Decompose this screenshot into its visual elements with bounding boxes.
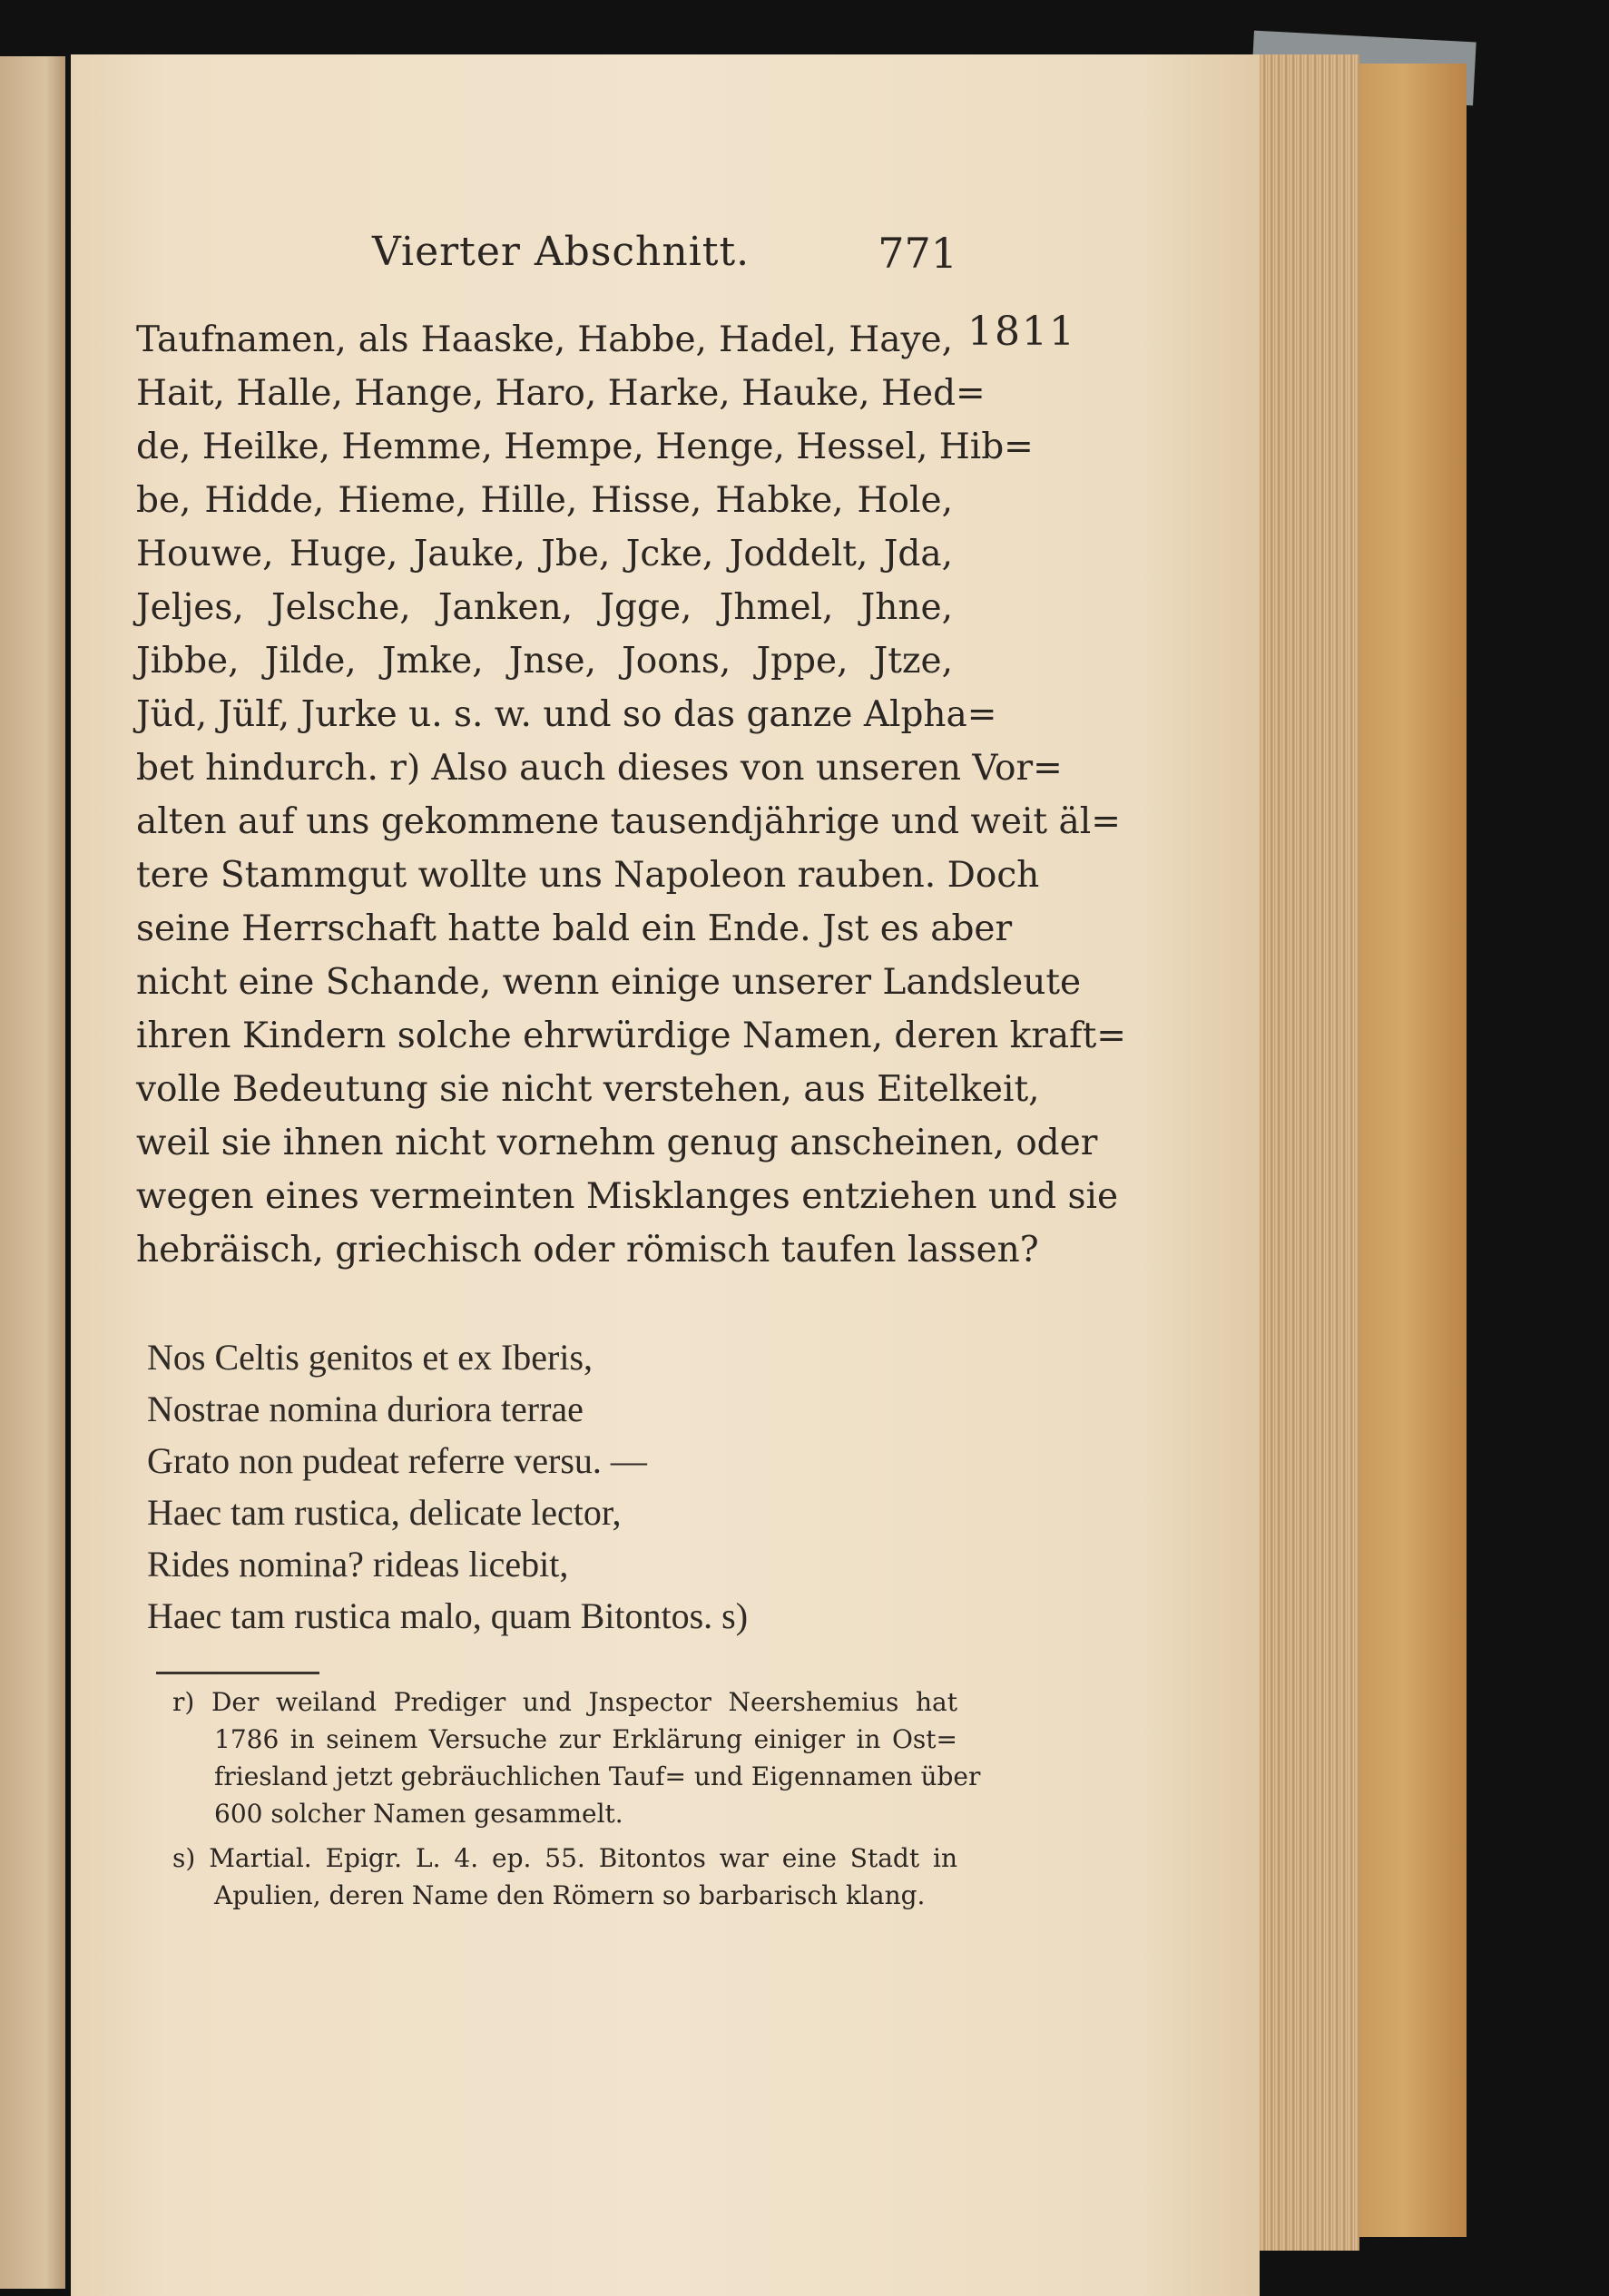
body-line: Jüd, Jülf, Jurke u. s. w. und so das ganze Alpha=: [136, 694, 997, 735]
footnote-line: friesland jetzt gebräuchlichen Tauf= und Eigennamen über: [214, 1761, 981, 1791]
poem-line: Haec tam rustica, delicate lector,: [147, 1492, 622, 1533]
poem-line: Grato non pudeat referre versu. —: [147, 1440, 647, 1481]
footnote-line: r) Der weiland Prediger und Jnspector Neershemius hat: [172, 1687, 957, 1717]
left-page-edge: [0, 56, 65, 2289]
body-line: Taufnamen, als Haaske, Habbe, Hadel, Haye,: [136, 319, 953, 360]
body-line: weil sie ihnen nicht vornehm genug anscheinen, oder: [136, 1123, 1098, 1163]
body-line: bet hindurch. r) Also auch dieses von unseren Vor=: [136, 748, 1063, 789]
footnote-rule: [156, 1672, 319, 1674]
body-line: wegen eines vermeinten Misklanges entziehen und sie: [136, 1176, 1119, 1217]
body-line: nicht eine Schande, wenn einige unserer Landsleute: [136, 962, 1082, 1003]
poem: [147, 1331, 964, 1642]
footnote-line: s) Martial. Epigr. L. 4. ep. 55. Bitontos war eine Stadt in: [172, 1843, 957, 1873]
body-line: ihren Kindern solche ehrwürdige Namen, deren kraft=: [136, 1016, 1126, 1056]
footnotes: [136, 1683, 981, 1914]
page-stack-edge: [1260, 54, 1359, 2251]
body-line: Jeljes, Jelsche, Janken, Jgge, Jhmel, Jhne,: [136, 587, 953, 628]
page-header: [372, 229, 971, 283]
footnote-line: 1786 in seinem Versuche zur Erklärung einiger in Ost=: [214, 1724, 957, 1754]
body-line: be, Hidde, Hieme, Hille, Hisse, Habke, Hole,: [136, 480, 953, 521]
body-line: alten auf uns gekommene tausendjährige und weit äl=: [136, 801, 1121, 842]
body-line: seine Herrschaft hatte bald ein Ende. Jst es aber: [136, 908, 1013, 949]
poem-line: Haec tam rustica malo, quam Bitontos. s): [147, 1595, 749, 1636]
poem-line: Nos Celtis genitos et ex Iberis,: [147, 1337, 594, 1378]
margin-year: 1811: [967, 309, 1076, 355]
footnote-line: 600 solcher Namen gesammelt.: [214, 1799, 623, 1829]
page-number: 771: [878, 229, 957, 278]
footnote-line: Apulien, deren Name den Römern so barbarisch klang.: [214, 1880, 926, 1910]
body-line: Hait, Halle, Hange, Haro, Harke, Hauke, Hed=: [136, 373, 986, 414]
book-cover-edge: [1359, 64, 1467, 2237]
body-line: Jibbe, Jilde, Jmke, Jnse, Joons, Jppe, Jtze,: [136, 641, 953, 682]
body-line: volle Bedeutung sie nicht verstehen, aus Eitelkeit,: [136, 1069, 1040, 1110]
running-title: Vierter Abschnitt.: [372, 229, 751, 275]
body-line: de, Heilke, Hemme, Hempe, Henge, Hessel, Hib=: [136, 427, 1034, 467]
body-line: tere Stammgut wollte uns Napoleon rauben. Doch: [136, 855, 1040, 896]
body-line: hebräisch, griechisch oder römisch taufen lassen?: [136, 1230, 1039, 1271]
poem-line: Nostrae nomina duriora terrae: [147, 1388, 584, 1429]
body-line: Houwe, Huge, Jauke, Jbe, Jcke, Joddelt, Jda,: [136, 534, 953, 574]
poem-line: Rides nomina? rideas licebit,: [147, 1544, 569, 1585]
